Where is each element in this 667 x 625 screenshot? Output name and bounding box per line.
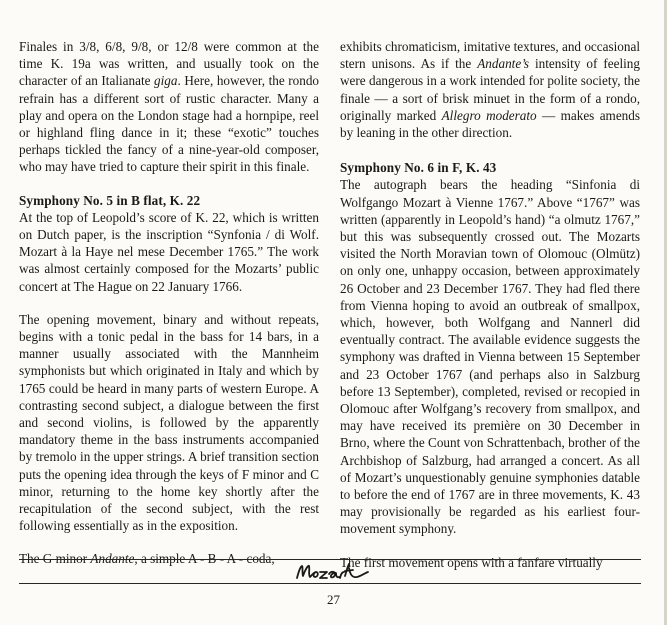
text-run: exhibits chromaticism, imitative textures, and occasional stern unisons. As if the — [340, 39, 640, 72]
heading-symphony-6: Symphony No. 6 in F, K. 43 — [340, 160, 497, 176]
text-run: . Here, however, the rondo refrain has a different sort of rustic character. Many a play and opera on the London stage had a hornpipe, reel or highland fling dance in it; these “exotic” touches perhaps tickled the fancy of a nine-year-old composer, who may have tried to capture their spirit in this finale. — [19, 73, 320, 175]
mozart-signature-logo — [283, 560, 383, 584]
footer-rule-bottom — [19, 583, 641, 584]
left-column — [19, 38, 319, 568]
paragraph-k43-history: The autograph bears the heading “Sinfonia di Wolfgango Mozart à Vienne 1767.” Above “1767” was written (apparently in Leopold’s hand) “a olmutz 1767,” but this was subsequently crossed out. The Mozarts visited the North Moravian town of Olomouc (Olmütz) on only one, unhappy occasion, between approximately 26 October and 23 December 1767. They had fled there from Vienna hoping to avoid an outbreak of smallpox, which, however, both Wolfgang and Nannerl did eventually contract. The available evidence suggests the symphony was drafted in Vienna between 15 September and 23 October 1767 (and perhaps also in Salzburg before 13 September), completed, revised or recopied in Olomouc after Wolfgang’s recovery from smallpox, and may have received its première on 30 December in Brno, where the Count von Schrattenbach, brother of the Archbishop of Salzburg, had arranged a concert. As all of Mozart’s unquestionably genuine symphonies datable to before the end of 1767 are in three movements, K. 43 may provisionally be regarded as his earliest four-movement symphony. — [340, 177, 640, 537]
right-column — [340, 38, 640, 571]
paragraph-finales — [19, 38, 319, 176]
paragraph-k43-first-movement: The first movement opens with a fanfare virtually — [340, 554, 603, 570]
text-run: The G minor — [19, 551, 91, 567]
text-run: Finales in 3/8, 6/8, 9/8, or 12/8 were common at the time K. 19a was written, and usually took on the character of an Italianate — [19, 39, 319, 89]
italic-term-allegro-moderato: Allegro moderato — [441, 107, 537, 123]
italic-term-andante: Andante’s — [477, 56, 530, 72]
paragraph-k22-finale — [340, 38, 640, 141]
text-run: — makes amends by leaning in the other direction. — [340, 107, 640, 141]
italic-term-giga: giga — [154, 73, 178, 89]
page-number: 27 — [327, 592, 340, 607]
heading-symphony-5: Symphony No. 5 in B flat, K. 22 — [19, 192, 201, 208]
text-run: intensity of feeling were dangerous in a work intended for polite society, the finale — a sort of brisk minuet in the form of a rondo, originally marked — [340, 56, 640, 123]
paragraph-k22-intro: At the top of Leopold’s score of K. 22, which is written on Dutch paper, is the inscription “Synfonia / di Wolf. Mozart à la Haye nel mese December 1765.” The work was almost certainly composed for the Mozarts’ public concert at The Hague on 22 January 1766. — [19, 209, 319, 294]
italic-term-andante: Andante — [90, 551, 135, 567]
text-run: , a simple A - B - A - coda, — [134, 551, 275, 567]
paragraph-k22-opening: The opening movement, binary and without repeats, begins with a tonic pedal in the bass for 14 bars, in a manner usually associated with the Mannheim symphonists but which originated in Italy and which by 1765 could be heard in many parts of western Europe. A contrasting second subject, a dialogue between the first and second violins, is followed by the apparently mandatory theme in the bass instruments accompanied by tremolo in the upper strings. A brief transition section puts the opening idea through the keys of F minor and C minor, returning to the home key shortly after the recapitulation of the second subject, with the rest following essentially as in the exposition. — [19, 311, 319, 534]
